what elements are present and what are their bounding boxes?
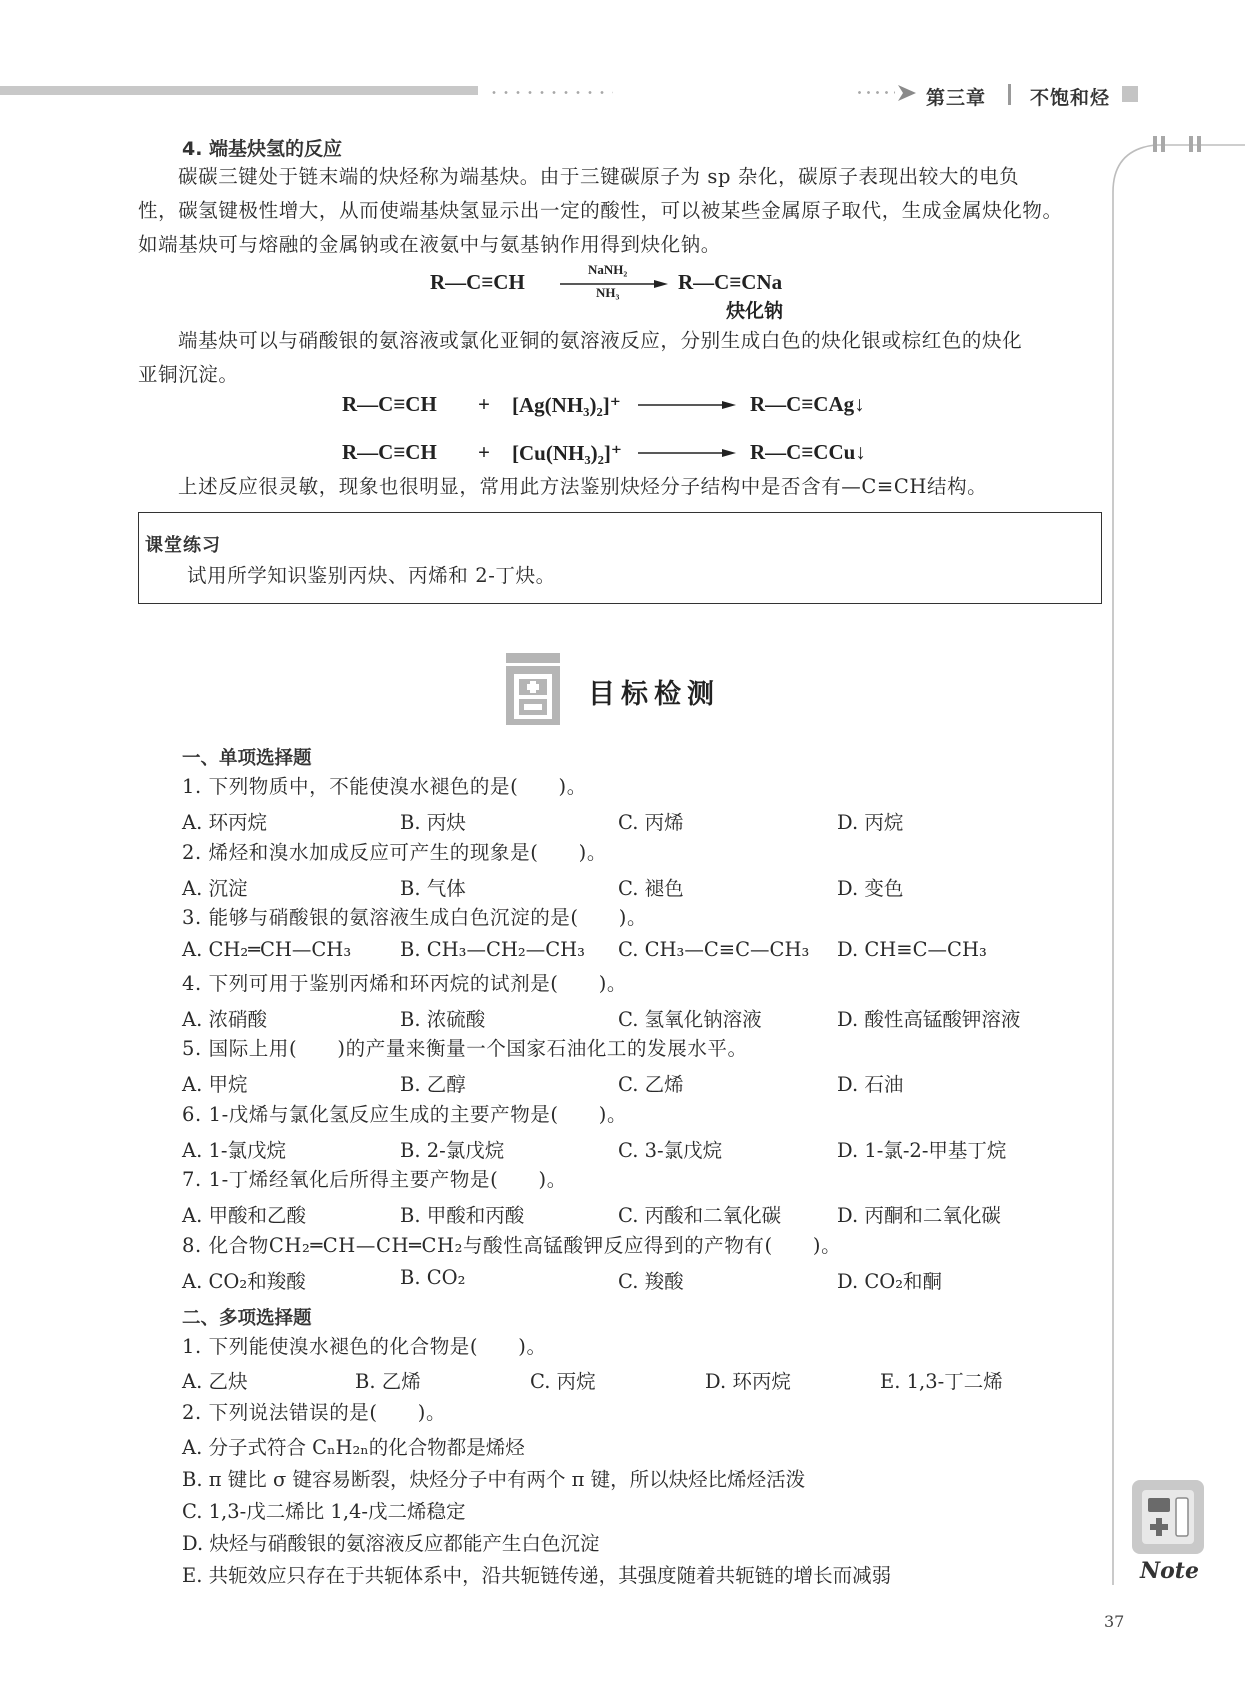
option-b: B. π 键比 σ 键容易断裂，炔烃分子中有两个 π 键，所以炔烃比烯烃活泼 <box>182 1468 806 1491</box>
option-a: A. CH₂═CH—CH₃ <box>182 938 352 961</box>
single-heading: 一、单项选择题 <box>182 748 312 769</box>
reaction-arrow <box>638 400 738 410</box>
paragraph-line: 端基炔可以与硝酸银的氨溶液或氯化亚铜的氨溶液反应，分别生成白色的炔化银或棕红色的炔化 <box>178 329 1023 352</box>
option-a: A. 甲酸和乙酸 <box>182 1204 306 1227</box>
option-d: D. CO₂和酮 <box>837 1269 943 1293</box>
option-c: C. 丙烯 <box>618 811 684 834</box>
equation-plus: + <box>478 440 490 464</box>
option-d: D. 丙烷 <box>837 811 904 834</box>
option-b: B. 2-氯戊烷 <box>400 1138 505 1162</box>
option-a: A. 1-氯戊烷 <box>182 1138 286 1162</box>
question-text: 8. 化合物CH₂═CH—CH═CH₂与酸性高锰酸钾反应得到的产物有( )。 <box>182 1233 842 1257</box>
header-dots <box>488 91 613 94</box>
equation-product: R—C≡CNa <box>678 270 783 294</box>
question-text: 5. 国际上用( )的产量来衡量一个国家石油化工的发展水平。 <box>182 1037 748 1060</box>
header-separator <box>1008 84 1011 105</box>
exercise-box <box>138 512 1102 604</box>
header-arrow-dots <box>855 91 895 94</box>
equation-product: R—C≡CAg↓ <box>750 392 865 416</box>
option-a: A. 乙炔 <box>182 1370 248 1393</box>
medical-kit-icon <box>505 652 561 726</box>
option-d: D. 酸性高锰酸钾溶液 <box>837 1007 1021 1031</box>
equation-reagent: [Cu(NH₃)₂]⁺ <box>512 441 622 465</box>
margin-curve <box>1105 130 1245 1590</box>
paragraph-line: 亚铜沉淀。 <box>138 363 239 386</box>
page-number: 37 <box>1104 1612 1125 1631</box>
option-d: D. 炔烃与硝酸银的氨溶液反应都能产生白色沉淀 <box>182 1532 600 1555</box>
equation-reagent-top: NaNH₂ <box>588 262 628 277</box>
reaction-arrow <box>638 448 738 458</box>
note-icon <box>1130 1478 1206 1556</box>
option-c: C. CH₃—C≡C—CH₃ <box>618 938 810 961</box>
equation-reactant: R—C≡CH <box>342 392 437 416</box>
option-d: D. CH≡C—CH₃ <box>837 938 987 961</box>
paragraph-line: 上述反应很灵敏，现象也很明显，常用此方法鉴别炔烃分子结构中是否含有—C≡CH结构。 <box>178 475 988 498</box>
option-d: D. 丙酮和二氧化碳 <box>837 1204 1001 1227</box>
option-b: B. CO₂ <box>400 1265 466 1289</box>
option-a: A. 分子式符合 CₙH₂ₙ的化合物都是烯烃 <box>182 1436 525 1459</box>
option-a: A. 甲烷 <box>182 1073 248 1096</box>
equation-reagent-bottom: NH₃ <box>596 285 620 300</box>
option-d: D. 变色 <box>837 876 904 900</box>
option-a: A. 沉淀 <box>182 876 248 900</box>
equation-plus: + <box>478 392 490 416</box>
option-d: D. 1-氯-2-甲基丁烷 <box>837 1138 1007 1162</box>
header-bar <box>0 86 478 95</box>
option-e: E. 共轭效应只存在于共轭体系中，沿共轭链传递，其强度随着共轭链的增长而减弱 <box>182 1564 892 1587</box>
option-c: C. 1,3-戊二烯比 1,4-戊二烯稳定 <box>182 1500 466 1523</box>
question-text: 3. 能够与硝酸银的氨溶液生成白色沉淀的是( )。 <box>182 906 648 929</box>
equation-reactant: R—C≡CH <box>430 270 525 294</box>
option-c: C. 氢氧化钠溶液 <box>618 1007 762 1031</box>
equation-product: R—C≡CCu↓ <box>750 440 866 464</box>
paragraph-line: 如端基炔可与熔融的金属钠或在液氨中与氨基钠作用得到炔化钠。 <box>138 233 721 256</box>
option-b: B. 浓硫酸 <box>400 1007 486 1031</box>
option-b: B. 丙炔 <box>400 811 466 834</box>
exercise-text: 试用所学知识鉴别丙炔、丙烯和 2-丁炔。 <box>187 564 556 587</box>
question-text: 6. 1-戊烯与氯化氢反应生成的主要产物是( )。 <box>182 1102 628 1126</box>
equation-reagent: [Ag(NH₃)₂]⁺ <box>512 393 621 417</box>
option-c: C. 乙烯 <box>618 1073 684 1096</box>
option-b: B. 甲酸和丙酸 <box>400 1204 525 1227</box>
question-text: 1. 下列能使溴水褪色的化合物是( )。 <box>182 1335 547 1358</box>
option-c: C. 3-氯戊烷 <box>618 1138 723 1162</box>
option-a: A. 环丙烷 <box>182 811 267 834</box>
note-label: Note <box>1140 1558 1199 1584</box>
option-c: C. 褪色 <box>618 876 684 900</box>
option-b: B. 乙醇 <box>400 1073 466 1096</box>
option-c: C. 丙酸和二氧化碳 <box>618 1204 782 1227</box>
paragraph-line: 性，碳氢键极性增大，从而使端基炔氢显示出一定的酸性，可以被某些金属原子取代，生成金属炔化物。 <box>138 199 1063 222</box>
question-text: 7. 1-丁烯经氧化后所得主要产物是( )。 <box>182 1168 567 1191</box>
header-arrow-icon <box>896 83 918 103</box>
option-a: A. 浓硝酸 <box>182 1007 267 1031</box>
option-d: D. 环丙烷 <box>705 1370 791 1393</box>
chapter-title: 不饱和烃 <box>1030 87 1111 109</box>
header-square-icon <box>1122 86 1138 102</box>
question-text: 4. 下列可用于鉴别丙烯和环丙烷的试剂是( )。 <box>182 971 628 995</box>
option-a: A. CO₂和羧酸 <box>182 1269 306 1293</box>
chapter-label: 第三章 <box>926 87 987 109</box>
target-title: 目标检测 <box>588 679 720 710</box>
option-b: B. 乙烯 <box>355 1370 421 1393</box>
option-c: C. 丙烷 <box>530 1370 596 1393</box>
equation-reactant: R—C≡CH <box>342 440 437 464</box>
section-heading: 4. 端基炔氢的反应 <box>182 138 343 160</box>
option-b: B. 气体 <box>400 876 466 900</box>
option-b: B. CH₃—CH₂—CH₃ <box>400 938 585 961</box>
multi-heading: 二、多项选择题 <box>182 1308 312 1329</box>
question-text: 1. 下列物质中，不能使溴水褪色的是( )。 <box>182 775 587 798</box>
option-d: D. 石油 <box>837 1073 904 1096</box>
paragraph-line: 碳碳三键处于链末端的炔烃称为端基炔。由于三键碳原子为 sp 杂化，碳原子表现出较大的电负 <box>178 165 1020 188</box>
option-e: E. 1,3-丁二烯 <box>880 1370 1003 1393</box>
question-text: 2. 下列说法错误的是( )。 <box>182 1401 447 1424</box>
exercise-title: 课堂练习 <box>145 535 221 556</box>
product-name: 炔化钠 <box>726 300 784 322</box>
option-c: C. 羧酸 <box>618 1269 684 1293</box>
question-text: 2. 烯烃和溴水加成反应可产生的现象是( )。 <box>182 840 607 864</box>
